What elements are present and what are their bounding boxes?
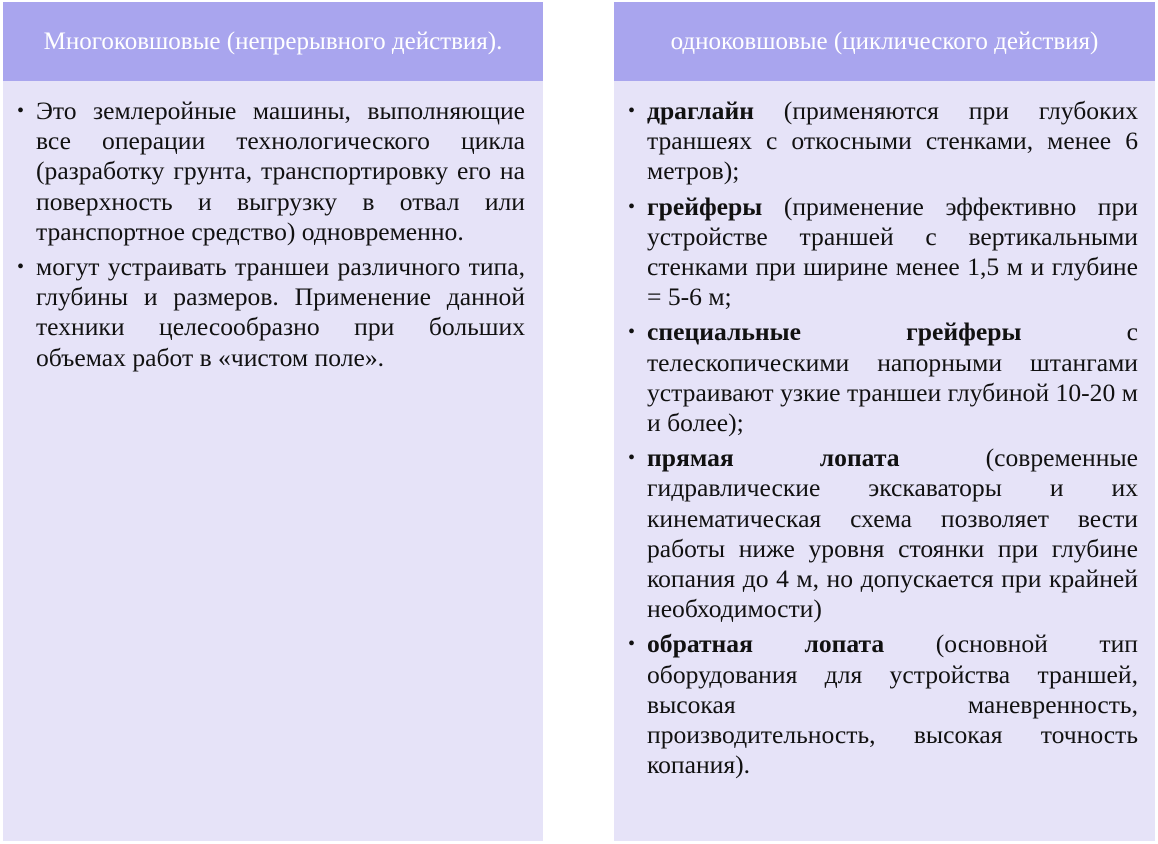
- left-panel-header: Многоковшовые (непрерывного действия).: [3, 2, 543, 81]
- list-item: [15, 96, 525, 247]
- list-item: [15, 252, 525, 373]
- bullet-icon: •: [628, 100, 636, 122]
- list-item: [626, 96, 1138, 187]
- bullet-icon: •: [628, 321, 636, 344]
- list-item: [626, 317, 1138, 438]
- right-panel: [614, 2, 1155, 841]
- item-text: (основной тип оборудования для устройства траншей, высокая маневренность, производительность, высокая точность копания).: [647, 629, 1138, 780]
- item-term: специальные грейферы: [647, 317, 1022, 347]
- item-term: драглайн: [647, 96, 754, 125]
- item-text: могут устраивать траншеи различного типа, глубины и размеров. Применение данной техники целесообразно при больших объемах работ в «чистом поле».: [36, 252, 525, 372]
- bullet-icon: •: [628, 447, 636, 470]
- item-text: Это землеройные машины, выполняющие все операции технологического цикла (разработку грунта, транспортировку его на поверхность и выгрузку в отвал или транспортное средство) одновременно.: [36, 96, 525, 246]
- right-bullet-list: [626, 96, 1138, 785]
- list-item: [626, 629, 1138, 780]
- bullet-icon: •: [628, 633, 636, 656]
- item-term: обратная лопата: [647, 629, 885, 659]
- item-text: (применение эффективно при устройстве траншей с вертикальными стенками при ширине менее 1,5 м и глубине = 5-6 м;: [647, 191, 1138, 312]
- item-text: (современные гидравлические экскаваторы и их кинематическая схема позволяет вести работы ниже уровня стоянки при глубине копания до 4 м, но допускается при крайней необходимости): [647, 443, 1138, 624]
- right-panel-header: одноковшовые (циклического действия): [614, 2, 1155, 81]
- bullet-icon: •: [17, 256, 25, 279]
- bullet-icon: •: [17, 100, 25, 122]
- item-text: (применяются при глубоких траншеях с откосными стенками, менее 6 метров);: [647, 96, 1138, 186]
- list-item: [626, 192, 1138, 313]
- list-item: [626, 443, 1138, 624]
- item-term: грейферы: [647, 191, 763, 221]
- bullet-icon: •: [628, 195, 636, 218]
- left-panel: [3, 2, 543, 841]
- item-text: с телескопическими напорными штангами устраивают узкие траншеи глубиной 10-20 м и более);: [647, 317, 1138, 438]
- item-term: прямая лопата: [647, 443, 900, 473]
- left-bullet-list: [15, 96, 525, 378]
